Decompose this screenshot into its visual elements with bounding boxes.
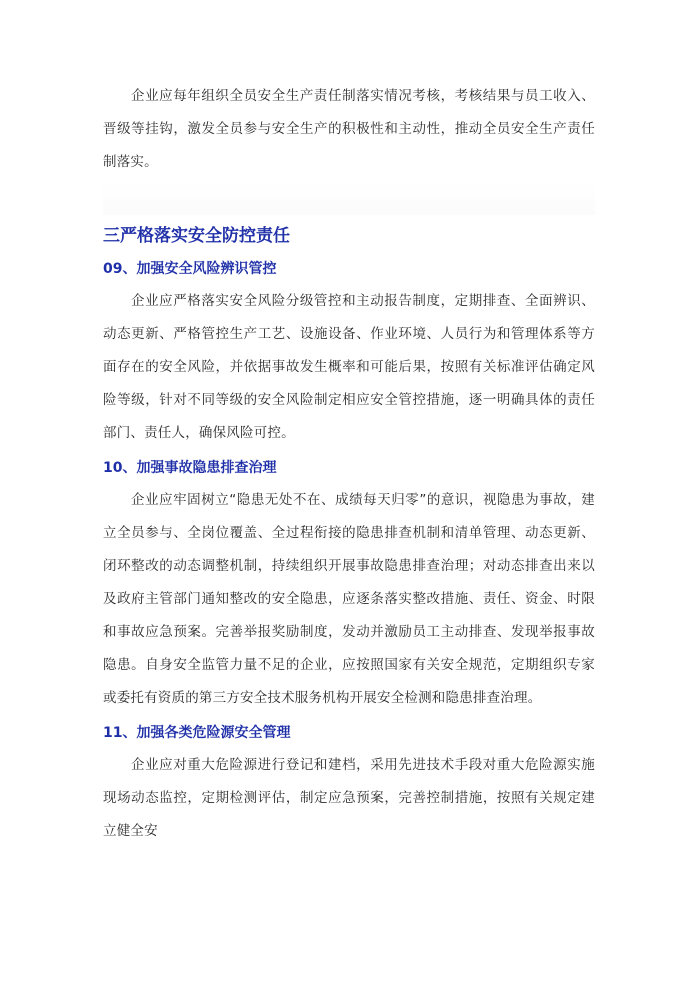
subsection-body-09: 企业应严格落实安全风险分级管控和主动报告制度，定期排查、全面辨识、动态更新、严格管控生产工艺、设施设备、作业环境、人员行为和管理体系等方面存在的安全风险，并依据事故发生概率和可能后果，按照有关标准评估确定风险等级，针对不同等级的安全风险制定相应安全管控措施，逐一明确具体的责任部门、责任人，确保风险可控。: [103, 293, 595, 441]
subsection-heading-09: 09、加强安全风险辨识管控: [103, 261, 277, 277]
subsection-heading-11: 11、加强各类危险源安全管理: [103, 725, 291, 741]
subsection-heading-10: 10、加强事故隐患排查治理: [103, 460, 277, 476]
subsection-body-10: 企业应牢固树立“隐患无处不在、成绩每天归零”的意识，视隐患为事故，建立全员参与、全岗位覆盖、全过程衔接的隐患排查机制和清单管理、动态更新、闭环整改的动态调整机制，持续组织开展事故隐患排查治理；对动态排查出来以及政府主管部门通知整改的安全隐患，应逐条落实整改措施、责任、资金、时限和事故应急预案。完善举报奖励制度，发动并激励员工主动排查、发现举报事故隐患。自身安全监管力量不足的企业，应按照国家有关安全规范，定期组织专家或委托有资质的第三方安全技术服务机构开展安全检测和隐患排查治理。: [103, 492, 595, 706]
subsection-body-11: 企业应对重大危险源进行登记和建档，采用先进技术手段对重大危险源实施现场动态监控，定期检测评估，制定应急预案，完善控制措施，按照有关规定建立健全安: [103, 757, 595, 839]
document-page: [103, 76, 595, 848]
intro-paragraph: 企业应每年组织全员安全生产责任制落实情况考核，考核结果与员工收入、晋级等挂钩，激发全员参与安全生产的积极性和主动性，推动全员安全生产责任制落实。: [103, 88, 595, 170]
section-title: 三严格落实安全防控责任: [103, 226, 290, 246]
section-divider: [103, 181, 595, 215]
intro-block: [103, 76, 595, 181]
